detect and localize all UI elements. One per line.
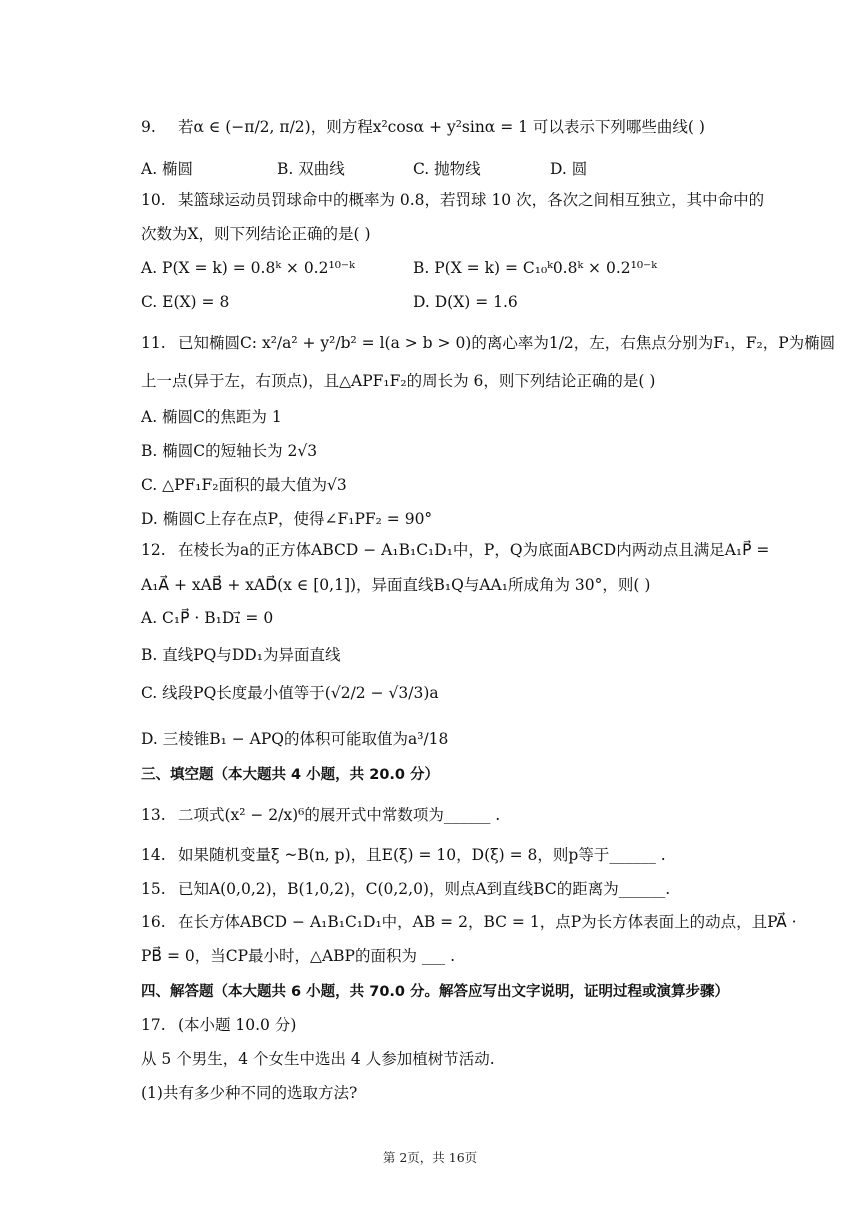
question-number: 10.: [141, 191, 166, 209]
question-text: 若α ∈ (−π/2, π/2)，则方程x²cosα + y²sinα = 1 可以表示下列哪些曲线( ): [177, 118, 705, 136]
question-text: 二项式(x² − 2/x)⁶的展开式中常数项为______ .: [177, 806, 501, 824]
page-footer: 第 2页，共 16页: [382, 1150, 478, 1165]
question-16: [141, 912, 797, 932]
question-17: [141, 1015, 296, 1035]
question-number: 15.: [141, 880, 166, 898]
option-a: A. C₁P⃗ · B₁D₁⃗ = 0: [141, 609, 274, 627]
option-d: D. 椭圆C上存在点P，使得∠F₁PF₂ = 90°: [141, 510, 433, 528]
question-text: 已知A(0,0,2)，B(1,0,2)，C(0,2,0)，则点A到直线BC的距离为______.: [177, 880, 671, 898]
question-number: 14.: [141, 846, 166, 864]
option-a: A. 椭圆: [141, 160, 194, 178]
option-c: C. 线段PQ长度最小值等于(√2/2 − √3/3)a: [141, 684, 439, 702]
option-d: D. D(X) = 1.6: [413, 293, 518, 311]
question-number: 16.: [141, 913, 166, 931]
option-d: D. 三棱锥B₁ − APQ的体积可能取值为a³/18: [141, 730, 449, 748]
option-d: D. 圆: [550, 160, 588, 178]
option-c: C. △PF₁F₂面积的最大值为√3: [141, 476, 347, 494]
question-9: [141, 117, 705, 137]
option-b: B. 双曲线: [277, 160, 345, 178]
question-number: 11.: [141, 334, 166, 352]
question-number: 12.: [141, 541, 166, 559]
option-a: A. P(X = k) = 0.8ᵏ × 0.2¹⁰⁻ᵏ: [141, 259, 355, 277]
question-text: 在棱长为a的正方体ABCD − A₁B₁C₁D₁中，P，Q为底面ABCD内两动点且满足A₁P⃗ =: [177, 541, 770, 559]
question-16-cont: PB⃗ = 0，当CP最小时，△ABP的面积为 ___ .: [141, 947, 456, 965]
question-text: 如果随机变量ξ ~B(n, p)，且E(ξ) = 10，D(ξ) = 8，则p等于______ .: [177, 846, 666, 864]
option-c: C. E(X) = 8: [141, 293, 230, 311]
option-c: C. 抛物线: [413, 160, 481, 178]
question-14: [141, 845, 666, 865]
question-text: 已知椭圆C: x²/a² + y²/b² = l(a > b > 0)的离心率为1/2，左，右焦点分别为F₁，F₂，P为椭圆: [177, 334, 836, 352]
section-heading-fill-in: 三、填空题（本大题共 4 小题，共 20.0 分）: [141, 767, 440, 783]
question-12: [141, 540, 769, 560]
question-11-cont: 上一点(异于左，右顶点)，且△APF₁F₂的周长为 6，则下列结论正确的是( ): [141, 372, 656, 390]
question-11: [141, 333, 835, 353]
question-17-text: 从 5 个男生，4 个女生中选出 4 人参加植树节活动.: [141, 1050, 495, 1068]
question-13: [141, 805, 500, 825]
question-score: (本小题 10.0 分): [177, 1016, 297, 1034]
option-b: B. 椭圆C的短轴长为 2√3: [141, 442, 318, 460]
question-10: [141, 190, 764, 210]
question-15: [141, 879, 670, 899]
question-number: 13.: [141, 806, 166, 824]
question-17-part-1: (1)共有多少种不同的选取方法?: [141, 1084, 358, 1102]
question-text: 在长方体ABCD − A₁B₁C₁D₁中，AB = 2，BC = 1，点P为长方体表面上的动点，且PA⃗ ·: [177, 913, 797, 931]
question-number: 9.: [141, 118, 156, 136]
section-heading-answer: 四、解答题（本大题共 6 小题，共 70.0 分。解答应写出文字说明，证明过程或演算步骤）: [141, 984, 730, 1000]
question-12-cont: A₁A⃗ + xAB⃗ + xAD⃗(x ∈ [0,1])，异面直线B₁Q与AA₁所成角为 30°，则( ): [141, 576, 651, 594]
option-b: B. 直线PQ与DD₁为异面直线: [141, 646, 341, 664]
option-a: A. 椭圆C的焦距为 1: [141, 408, 282, 426]
option-b: B. P(X = k) = C₁₀ᵏ0.8ᵏ × 0.2¹⁰⁻ᵏ: [413, 259, 657, 277]
question-10-cont: 次数为X，则下列结论正确的是( ): [141, 225, 371, 243]
question-text: 某篮球运动员罚球命中的概率为 0.8，若罚球 10 次，各次之间相互独立，其中命中的: [177, 191, 765, 209]
question-number: 17.: [141, 1016, 166, 1034]
